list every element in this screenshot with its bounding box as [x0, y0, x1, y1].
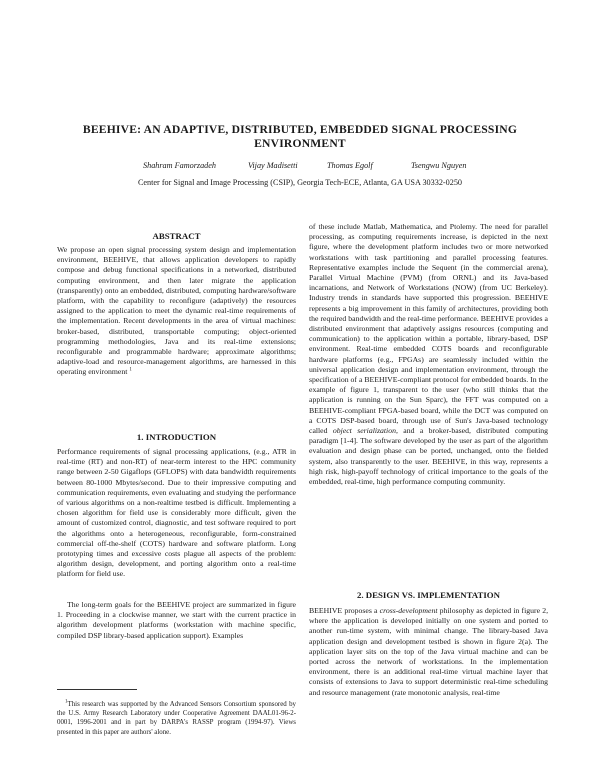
right-body-2a: BEEHIVE proposes a [309, 606, 380, 615]
abstract-text [57, 245, 296, 378]
footnote-rule [57, 689, 137, 690]
emphasis-cross-development: cross-development [379, 606, 438, 615]
right-paragraph-1 [309, 222, 548, 487]
right-body-2b: philosophy as depicted in figure 2, where the application is developed initially on one system and ported to another run-time system, with minimal change. The library-based Java application design and development testbed is shown in figure 2(a). The application layer sits on the top of the Java virtual machine and can be ported across the network of workstations. In the implementation environment, there is an additional real-time virtual machine layer that consists of extensions to Java to support deterministic real-time scheduling and resource management (rate monotonic analysis, real-time [309, 606, 549, 697]
author-name: Shahram Famorzadeh [143, 161, 217, 170]
author-list [0, 161, 600, 173]
intro-body-2: The long-term goals for the BEEHIVE project are summarized in figure 1. Proceeding in a clockwise manner, we start with the current practice in algorithm development platforms (workstation with machine specific, compiled DSP library-based application support). Examples [57, 600, 296, 640]
emphasis-object-serialization: object serialization [332, 426, 396, 436]
footnote-mark: 1 [129, 367, 132, 373]
author-name: Tsengwu Nguyen [411, 161, 467, 170]
author-name: Thomas Egolf [327, 161, 373, 170]
author-name: Vijay Madisetti [248, 161, 298, 170]
abstract-heading: ABSTRACT [152, 231, 201, 241]
intro-body-1: Performance requirements of signal processing applications, (e.g., ATR in real-time (RT) and non-RT) of near-term interest to the HPC community range between 2-50 Gigaflops (GFLOPS) with data bandwidth requirements between 80-1000 Mbytes/second. Due to their impressive computing and communication requirements, even evaluating and studying the performance of various algorithms on a non-realtime testbed is difficult. Implementing a chosen algorithm for field use is considerably more difficult, given the amount of customized control, diagnostic, and test software required to port the algorithms onto a heterogeneous, reconfigurable, form-constrained commercial off-the-shelf (COTS) hardware and software platform. Long prototyping times and excessive costs plague all aspects of the problem: algorithm design, development, and porting algorithm onto a real-time platform for field use. [57, 447, 296, 579]
footnote-text: This research was supported by the Advanced Sensors Consortium sponsored by the U.S. Army Research Laboratory under Cooperative Agreement DAAL01-96-2-0001, 1996-2001 and in part by DARPA's RASSP program (1994-97). Views presented in this paper are authors' alone. [57, 700, 296, 736]
abstract-body: We propose an open signal processing system design and implementation environment, BEEHIVE, that allows application developers to rapidly compose and debug functional specifications in a networked, distributed computing environment, and then later migrate the application (transparently) onto an embedded, distributed, computing hardware/software platform, with the capability to reconfigure (adaptively) the resources assigned to the application to meet the dynamic real-time requirements of the implementation. Recent developments in the area of virtual machines: broker-based, distributed, transportable computing; object-oriented programming methodologies, Java and its real-time extensions; reconfigurable and programmable hardware; approximate algorithms; adaptive-load and resource-management algorithms, are harnessed in this operating environment [57, 245, 296, 377]
intro-paragraph-1 [57, 447, 296, 580]
right-body-1b: , and a broker-based, distributed computing paradigm [1-4]. The software developed by the user as part of the algorithm evaluation and design phase can be ported, unchanged, onto the fielded system, also transparently to the user. BEEHIVE, in this way, represents a high risk, high-payoff technology of critical importance to the goals of the embedded, real-time, high performance computing community. [309, 426, 548, 487]
right-body-1a: of these include Matlab, Mathematica, and Ptolemy. The need for parallel processing, as computing requirements increase, is depicted in the next figure, where the development platform includes two or more networked workstations with task partitioning and parallel processing features. Representative examples include the Sequent (in the commercial arena), Parallel Virtual Machine (PVM) (from ORNL) and its Java-based incarnations, and Network of Workstations (NOW) (from UC Berkeley). Industry trends in standards have supported this progression. BEEHIVE represents a big improvement in this family of architectures, providing both the required bandwidth and the real-time performance. BEEHIVE provides a distributed environment that adaptively assigns resources (computing and communication) to the application within a portable, library-based, DSP environment. Real-time embedded COTS boards and reconfigurable hardware platforms (e.g., FPGAs) are seamlessly included within the universal application design and implementation environment, through the specification of a BEEHIVE-compliant protocol for embedded boards. In the example of figure 1, transparent to the user (who still thinks that the application is running on the Sun Sparc), the FFT was computed on a BEEHIVE-compliant FPGA-based board, while the DCT was computed on a COTS DSP-based board, through use of Sun's Java-based technology called [309, 222, 548, 436]
paper-title: BEEHIVE: AN ADAPTIVE, DISTRIBUTED, EMBEDDED SIGNAL PROCESSING ENVIRONMENT [82, 123, 518, 150]
section-heading-design: 2. DESIGN VS. IMPLEMENTATION [357, 590, 500, 600]
intro-paragraph-2 [57, 600, 296, 641]
affiliation: Center for Signal and Image Processing (CSIP), Georgia Tech-ECE, Atlanta, GA USA 30332-0250 [137, 178, 463, 187]
footnote [57, 693, 296, 744]
footnote-number: 1 [65, 699, 68, 705]
section-heading-introduction: 1. INTRODUCTION [136, 432, 217, 442]
right-paragraph-2 [309, 606, 548, 698]
